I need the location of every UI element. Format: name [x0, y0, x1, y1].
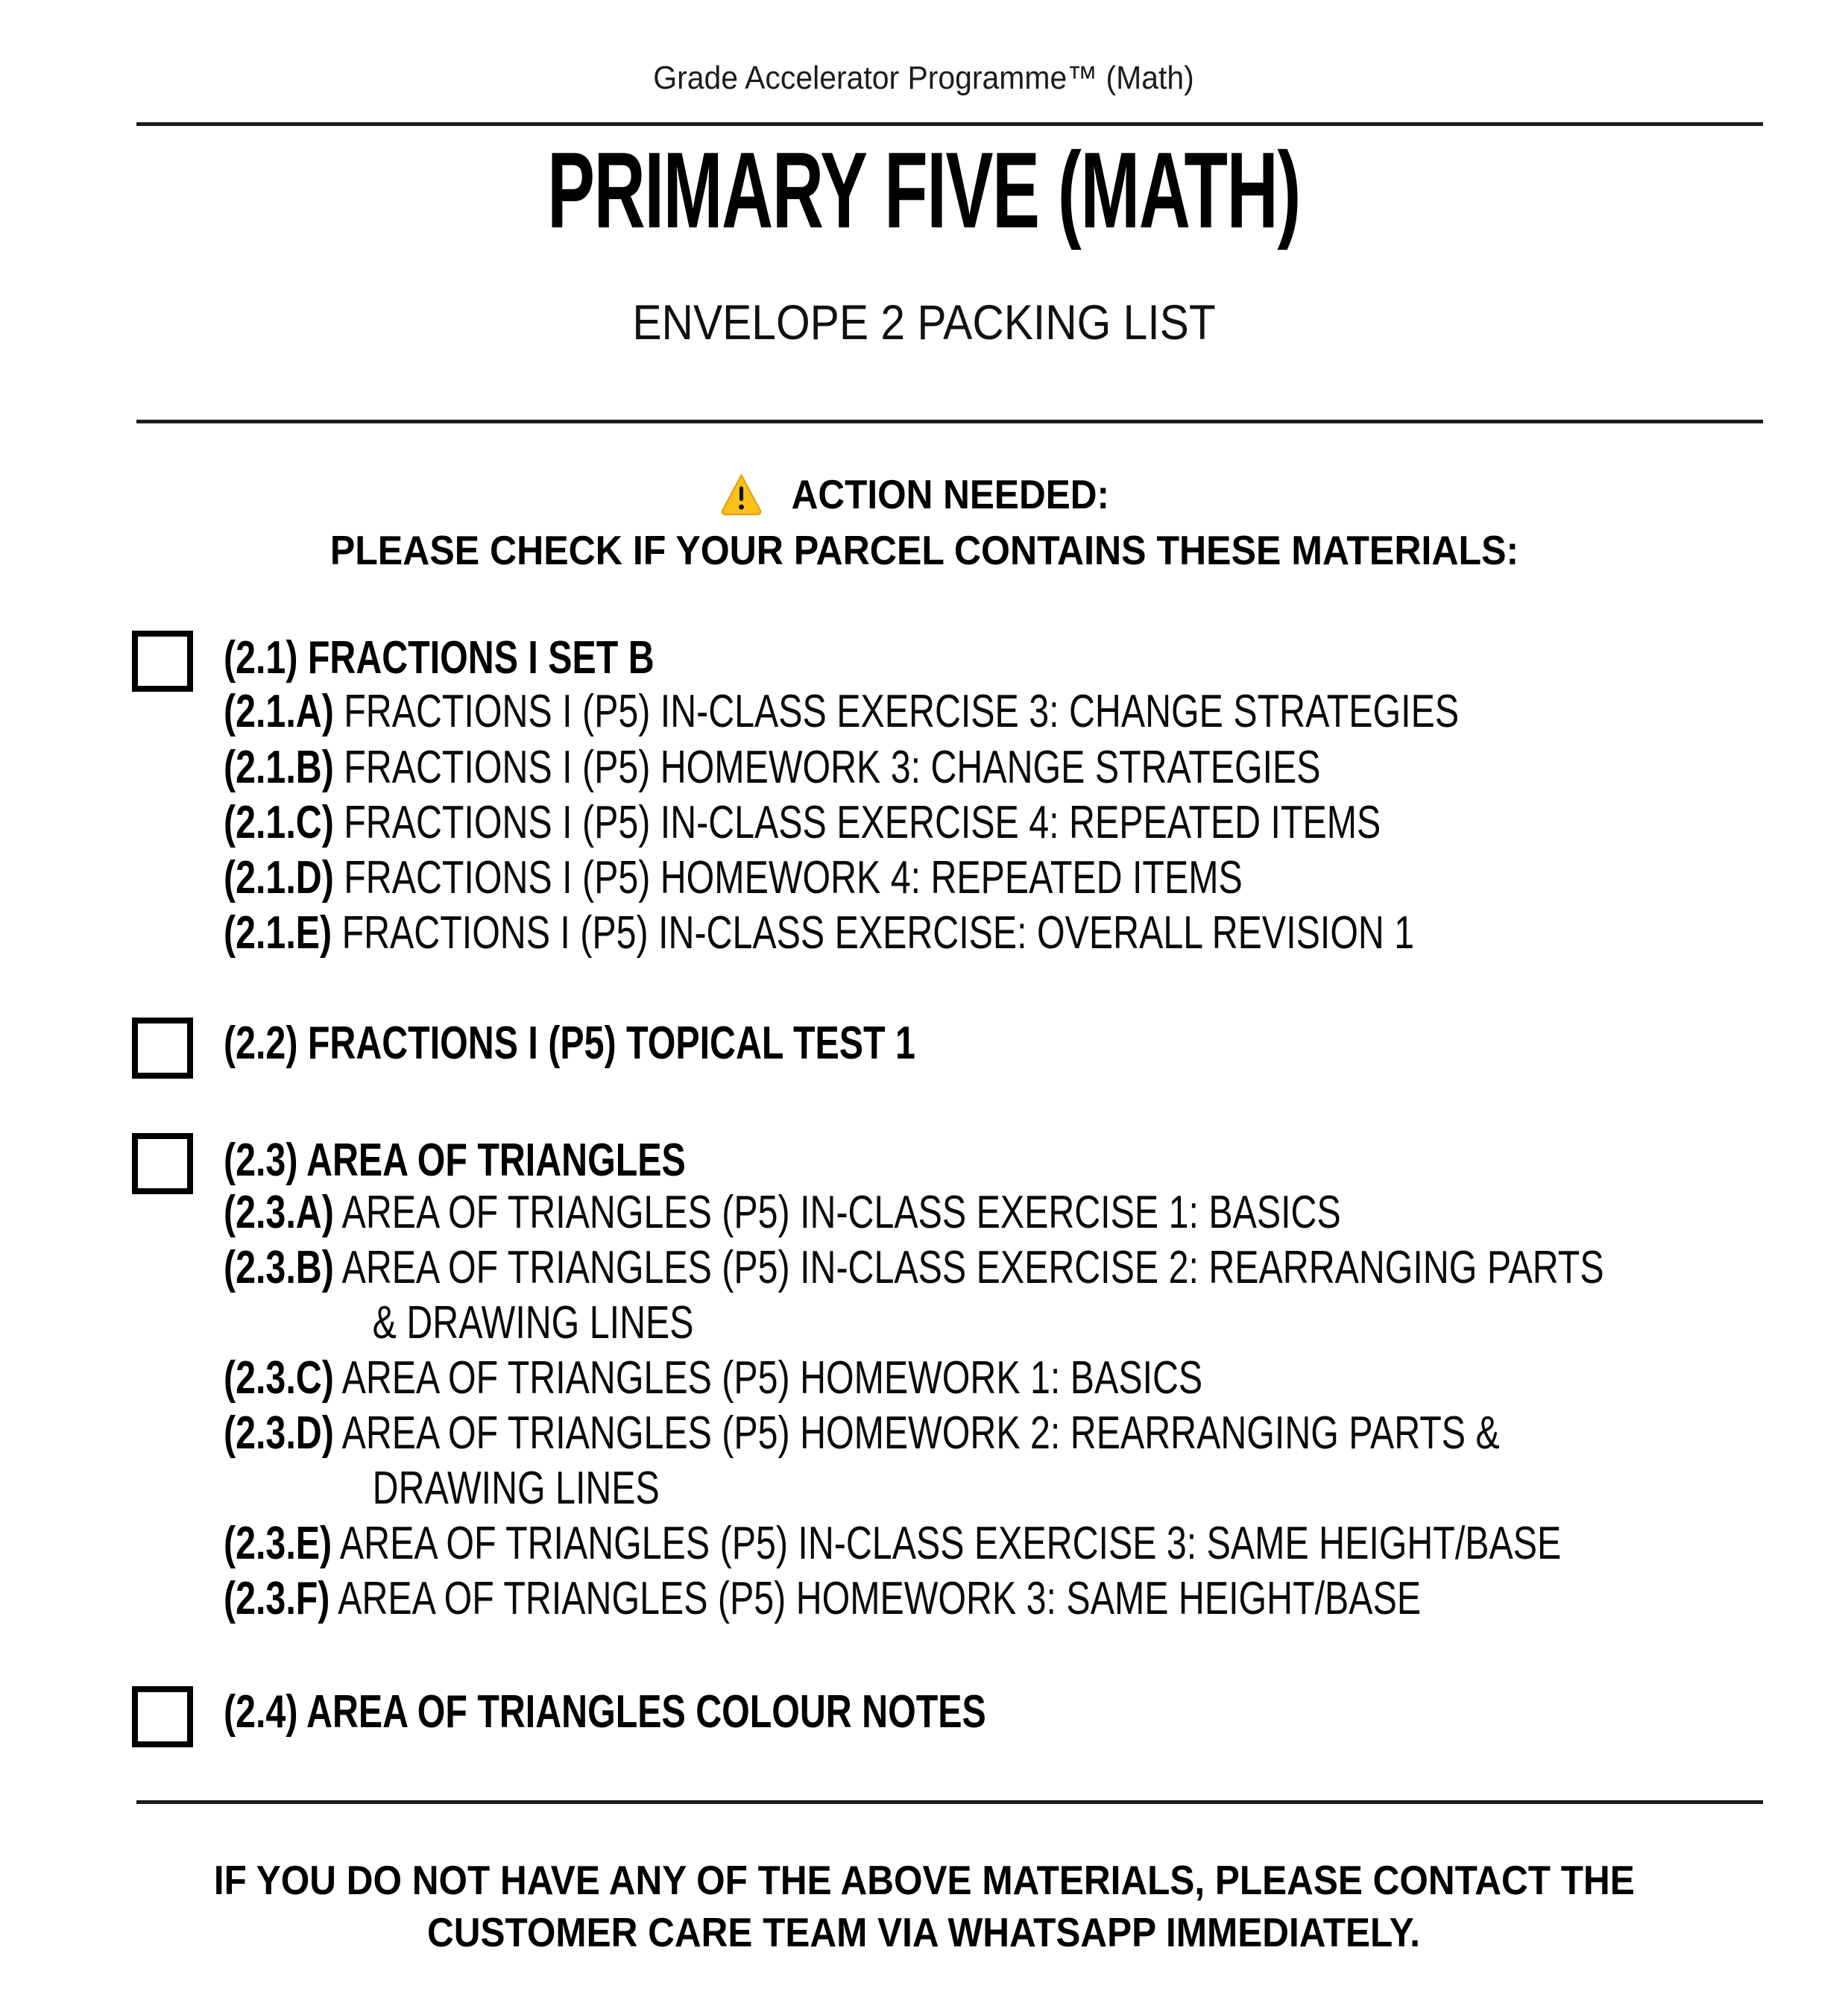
page-subtitle-text: ENVELOPE 2 PACKING LIST — [632, 294, 1216, 350]
warning-instruction — [0, 523, 1848, 578]
page-subtitle — [0, 296, 1848, 348]
section-heading-2-1: (2.1) FRACTIONS I SET B — [224, 632, 655, 684]
item-text: FRACTIONS I (P5) IN-CLASS EXERCISE: OVERALL REVISION 1 — [341, 907, 1415, 959]
subtitle-divider — [136, 420, 1763, 423]
item-text: AREA OF TRIANGLES (P5) HOMEWORK 2: REARRANGING PARTS & — [341, 1407, 1500, 1459]
item-text: FRACTIONS I (P5) HOMEWORK 4: REPEATED ITEMS — [344, 852, 1243, 903]
item-label: (2.1.B) — [224, 742, 334, 793]
item-text: AREA OF TRIANGLES (P5) HOMEWORK 3: SAME HEIGHT/BASE — [338, 1573, 1422, 1624]
list-item-2-1-e — [224, 906, 1414, 961]
list-item-2-1-b — [224, 740, 1321, 795]
item-label: (2.1.D) — [224, 852, 334, 903]
program-header — [0, 58, 1848, 98]
checkbox-2-1[interactable] — [132, 631, 193, 692]
item-label: (2.3.C) — [224, 1352, 334, 1404]
footer-notice-text2: CUSTOMER CARE TEAM VIA WHATSAPP IMMEDIATELY. — [427, 1909, 1421, 1955]
section-heading-2-3: (2.3) AREA OF TRIANGLES — [224, 1135, 686, 1186]
warning-triangle-icon — [721, 472, 762, 517]
footer-divider — [136, 1800, 1763, 1804]
item-label: (2.3.A) — [224, 1187, 334, 1238]
list-item-2-3-b — [224, 1240, 1604, 1296]
item-text: FRACTIONS I (P5) HOMEWORK 3: CHANGE STRATEGIES — [344, 742, 1321, 793]
item-label: (2.1.A) — [224, 686, 334, 737]
item-label: (2.3.B) — [224, 1242, 334, 1293]
footer-notice-line2 — [0, 1906, 1848, 1958]
item-label: (2.1.E) — [224, 907, 332, 959]
item-text: FRACTIONS I (P5) IN-CLASS EXERCISE 4: REPEATED ITEMS — [344, 797, 1381, 848]
top-divider — [136, 122, 1763, 126]
checkbox-2-3[interactable] — [132, 1133, 193, 1194]
list-item-2-3-b-continued: & DRAWING LINES — [372, 1297, 694, 1349]
item-text: FRACTIONS I (P5) IN-CLASS EXERCISE 3: CHANGE STRATEGIES — [344, 686, 1460, 737]
item-text: AREA OF TRIANGLES (P5) IN-CLASS EXERCISE 1: BASICS — [341, 1187, 1341, 1238]
section-heading-2-4: (2.4) AREA OF TRIANGLES COLOUR NOTES — [224, 1686, 986, 1738]
item-text: AREA OF TRIANGLES (P5) HOMEWORK 1: BASICS — [341, 1352, 1203, 1404]
item-label: (2.3.D) — [224, 1407, 334, 1459]
warning-heading-row — [0, 467, 1848, 522]
footer-notice-text1: IF YOU DO NOT HAVE ANY OF THE ABOVE MATERIALS, PLEASE CONTACT THE — [213, 1857, 1635, 1903]
list-item-2-3-d — [224, 1406, 1500, 1461]
list-item-2-1-a — [224, 684, 1459, 739]
footer-notice-line1 — [0, 1854, 1848, 1906]
list-item-2-3-a — [224, 1185, 1341, 1240]
item-text: AREA OF TRIANGLES (P5) IN-CLASS EXERCISE 3: SAME HEIGHT/BASE — [339, 1518, 1562, 1569]
program-header-text: Grade Accelerator Programme™ (Math) — [653, 60, 1195, 96]
checkbox-2-4[interactable] — [132, 1686, 193, 1747]
list-item-2-3-c — [224, 1351, 1202, 1406]
item-label: (2.3.E) — [224, 1518, 332, 1569]
item-label: (2.1.C) — [224, 797, 334, 848]
item-text: AREA OF TRIANGLES (P5) IN-CLASS EXERCISE 2: REARRANGING PARTS — [341, 1242, 1604, 1293]
list-item-2-3-d-continued: DRAWING LINES — [372, 1463, 660, 1514]
warning-heading: ACTION NEEDED: — [791, 471, 1110, 517]
page-title-text: PRIMARY FIVE (MATH) — [547, 130, 1301, 250]
item-label: (2.3.F) — [224, 1573, 330, 1624]
list-item-2-3-f — [224, 1571, 1421, 1627]
list-item-2-3-e — [224, 1516, 1561, 1571]
list-item-2-1-c — [224, 795, 1381, 851]
section-heading-2-2: (2.2) FRACTIONS I (P5) TOPICAL TEST 1 — [224, 1018, 915, 1069]
list-item-2-1-d — [224, 851, 1243, 906]
page-title — [0, 130, 1848, 250]
checkbox-2-2[interactable] — [132, 1018, 193, 1079]
warning-instruction-text: PLEASE CHECK IF YOUR PARCEL CONTAINS THESE MATERIALS: — [329, 527, 1519, 573]
